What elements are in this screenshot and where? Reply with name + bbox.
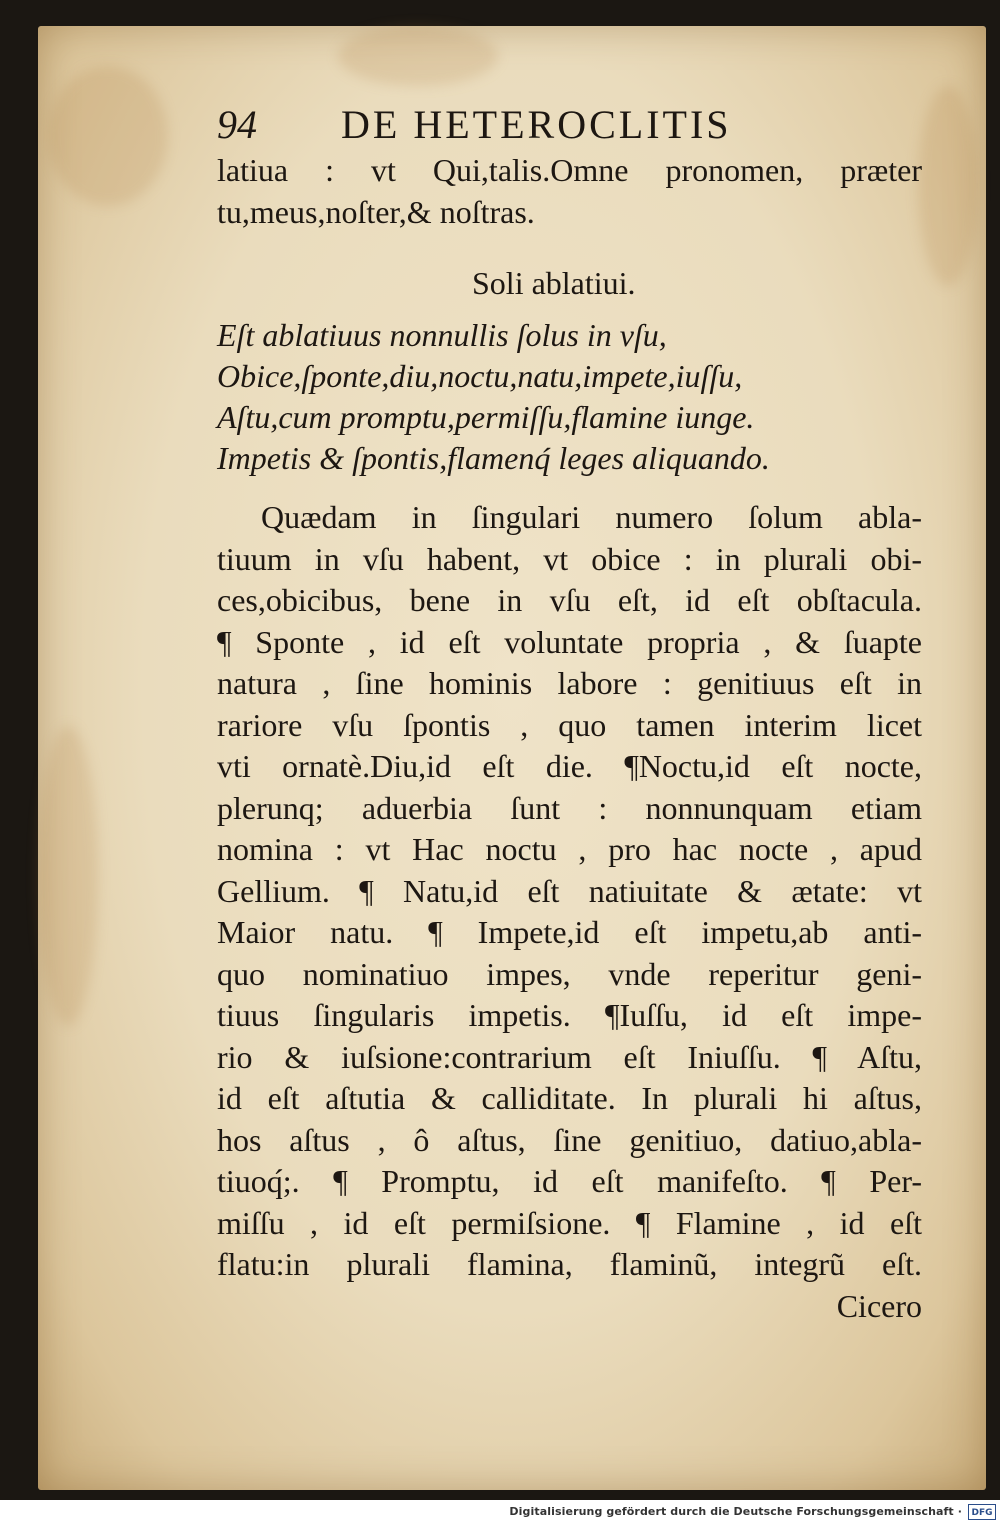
text-line: tiuum in vſu habent, vt obice : in plurali obi- (217, 540, 922, 577)
verse-line: Eſt ablatiuus nonnullis ſolus in vſu, (217, 317, 667, 353)
verse-line: Obice,ſponte,diu,noctu,natu,impete,iuſſu, (217, 358, 743, 394)
section-title: Soli ablatiui. (472, 265, 636, 301)
text-line: Gellium. ¶ Natu,id eſt natiuitate & ætate: vt (217, 872, 922, 909)
text-line: flatu:in plurali flamina, flaminũ, integrũ eſt. (217, 1246, 922, 1282)
text-line: tiuus ſingularis impetis. ¶Iuſſu, id eſt impe- (217, 997, 922, 1033)
running-title: DE HETEROCLITIS (341, 102, 732, 147)
verse-block (217, 315, 922, 479)
dfg-logo-icon: DFG (968, 1504, 996, 1520)
digitization-footer (0, 1500, 1000, 1527)
text-line: ces,obicibus, bene in vſu eſt, id eſt obſtacula. (217, 582, 922, 618)
text-line: tiuoq́;. ¶ Promptu, id eſt manifeſto. ¶ Per- (217, 1163, 922, 1199)
text-line: miſſu , id eſt permiſsione. ¶ Flamine , id eſt (217, 1204, 922, 1241)
text-line: Quædam in ſingulari numero ſolum abla- (261, 499, 922, 535)
page-header (217, 100, 922, 150)
text-line: ¶ Sponte , id eſt voluntate propria , & ſuapte (217, 623, 922, 660)
text-line: nomina : vt Hac noctu , pro hac nocte , apud (217, 831, 922, 867)
text-line: natura , ſine hominis labore : genitiuus eſt in (217, 665, 922, 701)
text-line: tu,meus,noſter,& noſtras. (217, 193, 535, 230)
catchword: Cicero (836, 1287, 922, 1324)
paper-stain (918, 86, 978, 286)
text-line: hos aſtus , ô aſtus, ſine genitiuo, datiuo,abla- (217, 1121, 922, 1158)
text-line: rio & iuſsione:contrarium eſt Iniuſſu. ¶ Aſtu, (217, 1038, 922, 1075)
text-line: Maior natu. ¶ Impete,id eſt impetu,ab anti- (217, 914, 922, 950)
page-number: 94 (217, 102, 257, 147)
verse-line: Impetis & ſpontis,flamenq́ leges aliquando. (217, 440, 770, 476)
funding-credit: Digitalisierung gefördert durch die Deutsche Forschungsgemeinschaft · (509, 1505, 962, 1518)
text-line: id eſt aſtutia & calliditate. In plurali hi aſtus, (217, 1080, 922, 1116)
body-paragraph (217, 497, 922, 1286)
text-line: vti ornatè.Diu,id eſt die. ¶Noctu,id eſt nocte, (217, 748, 922, 784)
intro-paragraph (217, 150, 922, 233)
text-line: plerunq; aduerbia ſunt : nonnunquam etiam (217, 789, 922, 826)
text-line: quo nominatiuo impes, vnde reperitur geni- (217, 955, 922, 992)
verse-line: Aſtu,cum promptu,permiſſu,flamine iunge. (217, 399, 755, 435)
paper-stain (338, 26, 498, 86)
paper-stain (38, 726, 98, 1026)
text-line: latiua : vt Qui,talis.Omne pronomen, præter (217, 152, 922, 188)
page-text (217, 100, 922, 1326)
text-line: rariore vſu ſpontis , quo tamen interim licet (217, 706, 922, 743)
paper-stain (48, 66, 168, 206)
